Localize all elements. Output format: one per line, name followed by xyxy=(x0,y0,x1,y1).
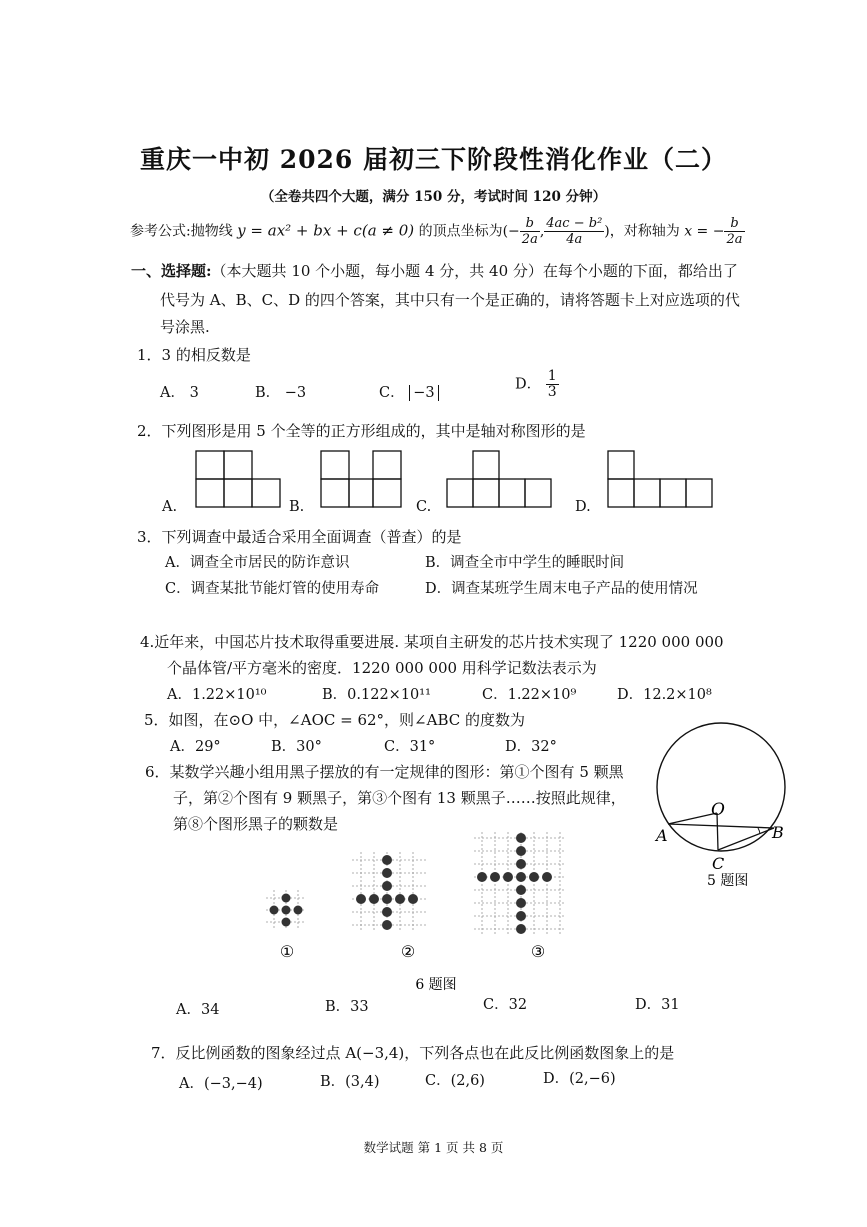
q6-option-c[interactable]: C．32 xyxy=(483,997,528,1013)
section-heading: 一、选择题: xyxy=(131,262,212,280)
q6-fig-label-3: ③ xyxy=(530,942,546,961)
q6-fig-label-2: ② xyxy=(400,942,416,961)
q6-dot-figures xyxy=(260,830,580,995)
formula-comma: , xyxy=(539,223,545,240)
q5-option-c[interactable]: C．31° xyxy=(384,739,436,755)
segment-ao xyxy=(668,813,717,824)
q1-c-label: C． xyxy=(379,385,405,401)
q2-option-a[interactable]: A. xyxy=(162,499,178,515)
formula-frac1-num: b xyxy=(520,216,540,232)
q6-line-3: 第⑧个图形黑子的颗数是 xyxy=(173,815,339,833)
q3-option-d[interactable]: D．调查某班学生周末电子产品的使用情况 xyxy=(425,581,698,597)
q2-option-d[interactable]: D. xyxy=(575,499,591,515)
section-line-3: 号涂黑. xyxy=(160,318,210,336)
q6-figure-2 xyxy=(352,852,428,932)
q3-option-b[interactable]: B．调查全市中学生的睡眠时间 xyxy=(425,555,625,571)
chord-ab xyxy=(668,824,774,828)
q3-option-a[interactable]: A．调查全市居民的防诈意识 xyxy=(165,555,350,571)
formula-axis-text: ，对称轴为 xyxy=(609,223,680,240)
formula-frac2 xyxy=(544,216,604,247)
q2-shape-c xyxy=(447,451,551,507)
q4-option-a[interactable]: A．1.22×10¹⁰ xyxy=(167,687,267,703)
formula-vertex-text: 的顶点坐标为 xyxy=(418,223,503,240)
formula-prefix: 参考公式:抛物线 xyxy=(130,223,233,240)
q7-stem: 7．反比例函数的图象经过点 A(−3,4)，下列各点也在此反比例函数图象上的是 xyxy=(151,1044,675,1062)
q2-shape-d xyxy=(608,451,712,507)
q6-option-d[interactable]: D．31 xyxy=(635,997,680,1013)
page-title: 重庆一中初 2026 届初三下阶段性消化作业（二） xyxy=(140,145,727,174)
q2-shape-a xyxy=(196,451,280,507)
page-footer: 数学试题 第 1 页 共 8 页 xyxy=(363,1140,504,1155)
q4-line-1: 4.近年来，中国芯片技术取得重要进展. 某项自主研发的芯片技术实现了 1220 000 000 xyxy=(140,633,724,651)
section-line-1: （本大题共 10 个小题，每小题 4 分，共 40 分）在每个小题的下面，都给出了 xyxy=(211,262,738,280)
q5-circle-figure xyxy=(648,714,798,894)
q1-option-c[interactable] xyxy=(379,381,439,402)
q1-b-value: −3 xyxy=(284,385,307,401)
q7-option-a[interactable]: A．(−3,−4) xyxy=(179,1076,263,1092)
section-line-2: 代号为 A、B、C、D 的四个答案，其中只有一个是正确的，请将答题卡上对应选项的代 xyxy=(160,291,740,309)
q5-option-b[interactable]: B．30° xyxy=(271,739,322,755)
q7-option-d[interactable]: D．(2,−6) xyxy=(543,1071,616,1087)
q1-c-value: −3 xyxy=(409,385,438,401)
q4-option-d[interactable]: D．12.2×10⁸ xyxy=(617,687,712,703)
q1-option-b[interactable] xyxy=(255,381,306,402)
q2-option-b[interactable]: B. xyxy=(289,499,305,515)
q6-figure-1 xyxy=(266,890,306,930)
formula-frac2-num: 4ac − b² xyxy=(546,216,603,231)
q1-option-d[interactable] xyxy=(515,369,559,400)
q6-line-1: 6．某数学兴趣小组用黑子摆放的有一定规律的图形：第①个图有 5 颗黑 xyxy=(145,763,624,781)
q4-option-c[interactable]: C．1.22×10⁹ xyxy=(482,687,577,703)
q5-option-a[interactable]: A．29° xyxy=(170,739,221,755)
formula-open: (− xyxy=(502,223,520,240)
q6-option-b[interactable]: B．33 xyxy=(325,999,369,1015)
q1-d-den: 3 xyxy=(547,384,557,400)
label-b: B xyxy=(772,823,784,842)
q1-option-a[interactable] xyxy=(160,381,199,402)
q1-a-value: 3 xyxy=(189,385,199,401)
segment-bc xyxy=(718,828,774,850)
q7-option-c[interactable]: C．(2,6) xyxy=(425,1073,485,1089)
q3-stem: 3．下列调查中最适合采用全面调查（普查）的是 xyxy=(137,528,462,546)
exam-info: （全卷共四个大题，满分 150 分，考试时间 120 分钟） xyxy=(260,189,607,205)
formula-frac1 xyxy=(520,216,540,247)
q1-a-label: A． xyxy=(160,385,185,401)
formula-frac3-den: 2a xyxy=(726,232,743,247)
q6-fig-label-1: ① xyxy=(279,942,295,961)
q5-figure-caption: 5 题图 xyxy=(707,873,749,889)
q3-option-c[interactable]: C．调查某批节能灯管的使用寿命 xyxy=(165,581,380,597)
q1-b-label: B． xyxy=(255,385,281,401)
reference-formula xyxy=(130,216,745,247)
q4-option-b[interactable]: B．0.122×10¹¹ xyxy=(322,687,431,703)
q2-option-c[interactable]: C. xyxy=(416,499,432,515)
formula-frac1-den: 2a xyxy=(521,232,538,247)
q2-figures xyxy=(160,447,730,517)
formula-axis-eq: x = − xyxy=(684,223,725,240)
formula-equation: y = ax² + bx + c(a ≠ 0) xyxy=(237,221,415,240)
q4-line-2: 个晶体管/平方毫米的密度．1220 000 000 用科学记数法表示为 xyxy=(167,659,597,677)
q7-option-b[interactable]: B．(3,4) xyxy=(320,1074,380,1090)
formula-close: ) xyxy=(604,223,610,240)
label-o: O xyxy=(711,800,725,820)
label-c: C xyxy=(712,854,725,873)
q2-shape-b xyxy=(321,451,401,507)
formula-frac3-num: b xyxy=(724,216,744,232)
angle-b-mark xyxy=(758,828,760,834)
q6-figure-caption: 6 题图 xyxy=(415,977,457,993)
section-1-intro xyxy=(131,260,738,281)
q6-line-2: 子，第②个图有 9 颗黑子，第③个图有 13 颗黑子……按照此规律， xyxy=(173,789,626,807)
q1-stem: 1．3 的相反数是 xyxy=(137,346,251,364)
q5-stem: 5．如图，在⊙O 中，∠AOC = 62°，则∠ABC 的度数为 xyxy=(144,711,525,729)
q6-figure-3 xyxy=(474,832,566,934)
q1-d-frac xyxy=(546,369,559,400)
formula-frac3 xyxy=(724,216,744,247)
q5-option-d[interactable]: D．32° xyxy=(505,739,557,755)
q2-stem: 2．下列图形是用 5 个全等的正方形组成的，其中是轴对称图形的是 xyxy=(137,422,586,440)
q1-d-num: 1 xyxy=(547,368,557,384)
q1-d-label: D． xyxy=(515,376,542,393)
label-a: A xyxy=(656,826,668,845)
formula-frac2-den: 4a xyxy=(566,232,583,247)
q6-option-a[interactable]: A．34 xyxy=(176,1002,220,1018)
